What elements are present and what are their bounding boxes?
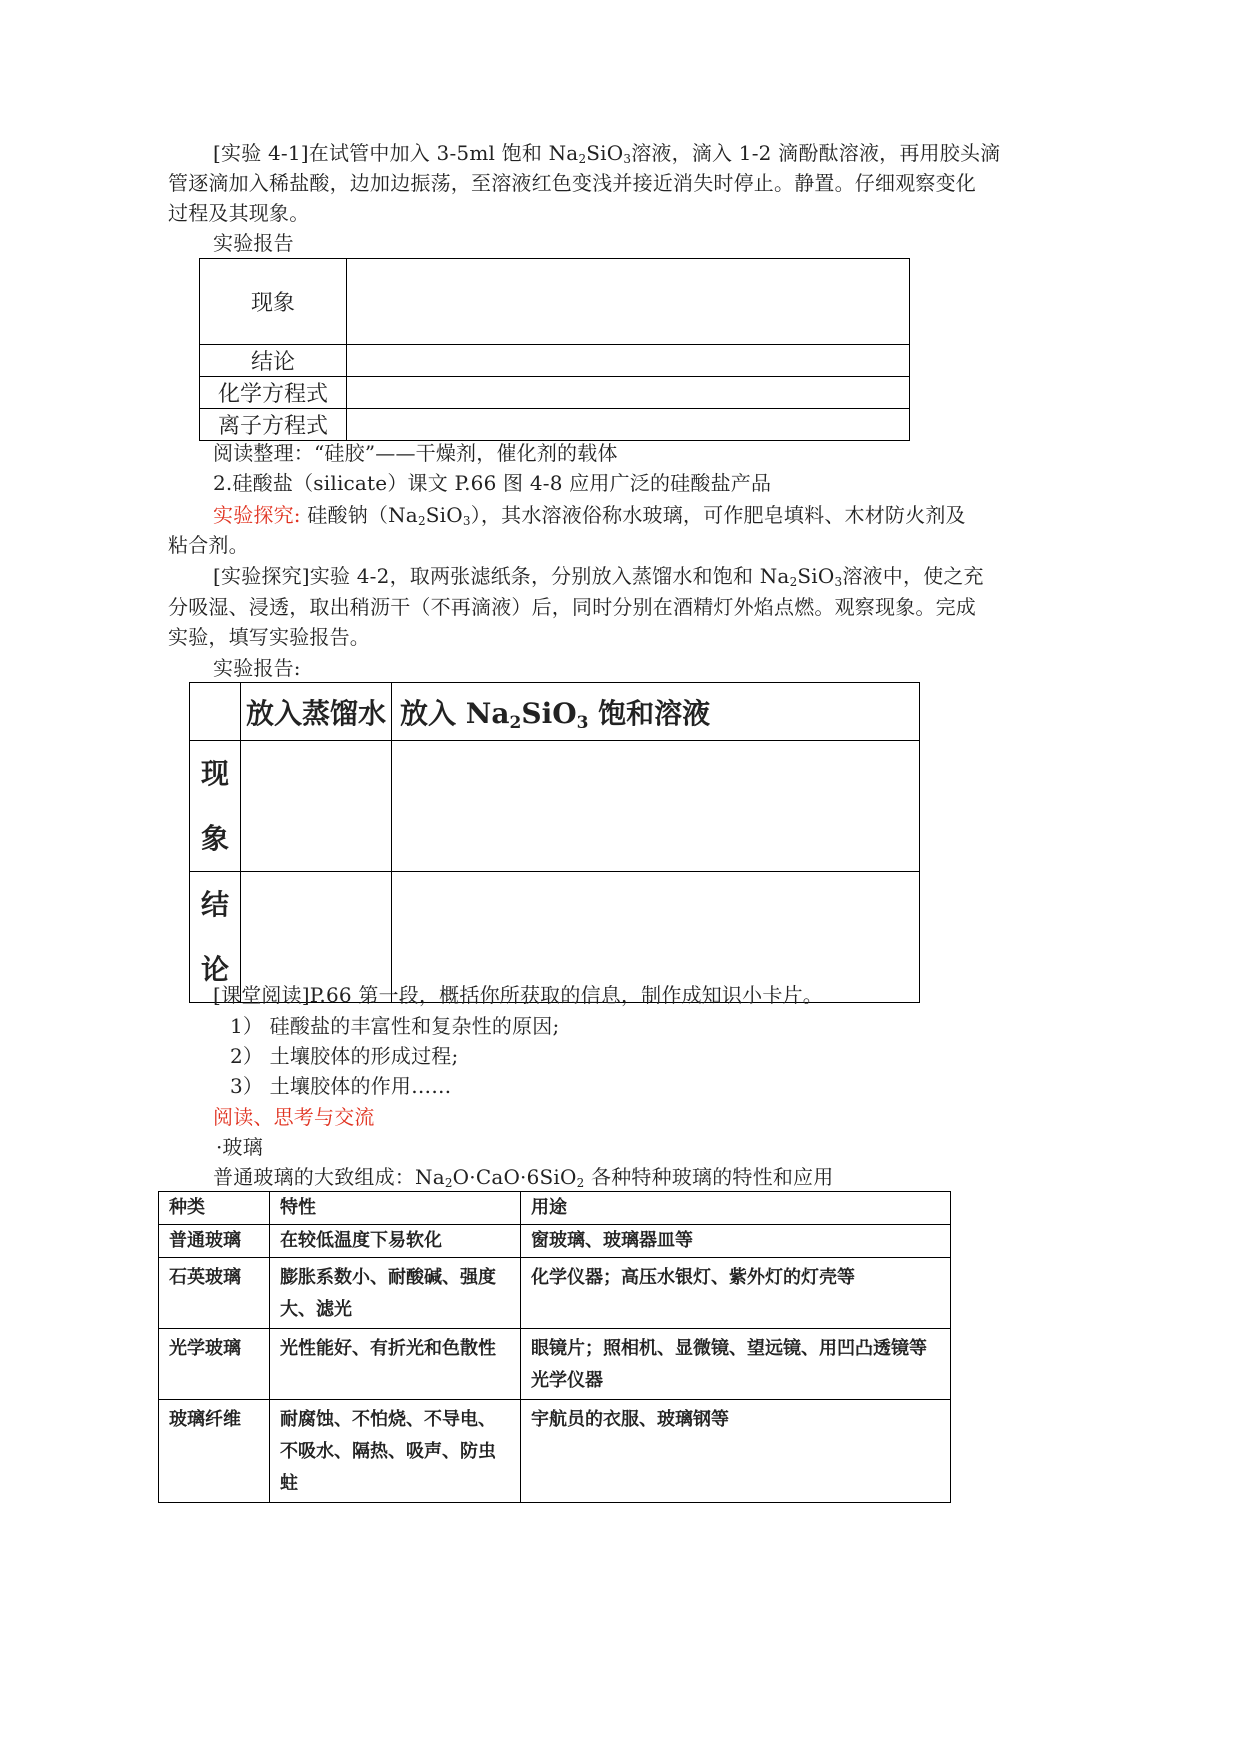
report1-label-conclusion: 结论 [200,345,347,377]
table-row [159,1192,951,1225]
report1-heading: 实验报告 [213,231,294,255]
report2-heading: 实验报告: [213,656,301,680]
exp41-line3: 过程及其现象。 [168,201,310,225]
glass-bullet: ·玻璃 [216,1135,263,1159]
report2-cell-phenomenon-water[interactable] [241,741,392,872]
report2-corner [190,683,241,741]
exp42-line3: 实验，填写实验报告。 [168,625,370,649]
report2-label-phenomenon: 现 象 [190,741,241,872]
silicate-line: 2.硅酸盐（silicate）课文 P.66 图 4-8 应用广泛的硅酸盐产品 [213,471,772,495]
report2-header-distilled-water: 放入蒸馏水 [241,683,392,741]
report2-table [189,682,920,1003]
report1-label-chemical-equation: 化学方程式 [200,377,347,409]
exp41-line1: [实验 4-1]在试管中加入 3-5ml 饱和 $Na_2SiO_3$溶液，滴入 1-2 滴酚酞溶液，再用胶头滴 [213,141,1001,166]
table-row [159,1400,951,1503]
report1-table [199,258,910,441]
glass-cell: 在较低温度下易软化 [270,1225,521,1258]
explore1-line1: 实验探究: 硅酸钠$(Na_2SiO_3)$，其水溶液俗称水玻璃，可作肥皂填料、木材防火剂及 [213,503,966,528]
glass-composition: 普通玻璃的大致组成：$Na_2O\cdot CaO\cdot 6SiO_2$ 各种特种玻璃的特性和应用 [213,1165,834,1190]
glass-cell: 普通玻璃 [159,1225,270,1258]
report1-cell-chemical-equation[interactable] [347,377,910,409]
exp42-line2: 分吸湿、浸透，取出稍沥干（不再滴液）后，同时分别在酒精灯外焰点燃。观察现象。完成 [168,595,976,619]
classroom-item-2: 2） 土壤胶体的形成过程; [230,1044,459,1068]
table-row [159,1329,951,1400]
report2-header-sodium-silicate: 放入 $Na_2SiO_3$ 饱和溶液 [392,683,920,741]
glass-cell: 玻璃纤维 [159,1400,270,1503]
exp41-line2: 管逐滴加入稀盐酸，边加边振荡，至溶液红色变浅并接近消失时停止。静置。仔细观察变化 [168,171,976,195]
table-row [200,345,910,377]
glass-header-property: 特性 [270,1192,521,1225]
report2-label-conclusion: 结 论 [190,872,241,1003]
report1-label-phenomenon: 现象 [200,259,347,345]
glass-header-type: 种类 [159,1192,270,1225]
glass-table [158,1191,951,1503]
table-row [190,741,920,872]
glass-cell: 光性能好、有折光和色散性 [270,1329,521,1400]
report1-cell-phenomenon[interactable] [347,259,910,345]
glass-header-use: 用途 [521,1192,951,1225]
table-row [159,1258,951,1329]
classroom-item-3: 3） 土壤胶体的作用…… [230,1074,452,1098]
table-row [190,683,920,741]
report2-cell-phenomenon-silicate[interactable] [392,741,920,872]
report1-label-ionic-equation: 离子方程式 [200,409,347,441]
table-row [200,377,910,409]
glass-cell: 窗玻璃、玻璃器皿等 [521,1225,951,1258]
explore1-line2: 粘合剂。 [168,533,249,557]
classroom-reading: [课堂阅读]P.66 第一段，概括你所获取的信息，制作成知识小卡片。 [213,983,823,1007]
glass-cell: 化学仪器；高压水银灯、紫外灯的灯壳等 [521,1258,951,1329]
report1-cell-conclusion[interactable] [347,345,910,377]
glass-cell: 膨胀系数小、耐酸碱、强度大、滤光 [270,1258,521,1329]
glass-cell: 光学玻璃 [159,1329,270,1400]
glass-cell: 宇航员的衣服、玻璃钢等 [521,1400,951,1503]
table-row [159,1225,951,1258]
glass-cell: 石英玻璃 [159,1258,270,1329]
explore1-label: 实验探究: [213,503,301,527]
exp42-line1: [实验探究]实验 4-2，取两张滤纸条，分别放入蒸馏水和饱和 $Na_2SiO_3$溶液中，使之充 [213,564,984,589]
reading-note: 阅读整理：“硅胶”——干燥剂，催化剂的载体 [213,441,618,465]
classroom-item-1: 1） 硅酸盐的丰富性和复杂性的原因; [230,1014,560,1038]
read-think-heading: 阅读、思考与交流 [213,1105,375,1129]
glass-cell: 眼镜片；照相机、显微镜、望远镜、用凹凸透镜等光学仪器 [521,1329,951,1400]
glass-cell: 耐腐蚀、不怕烧、不导电、不吸水、隔热、吸声、防虫蛀 [270,1400,521,1503]
table-row [200,259,910,345]
